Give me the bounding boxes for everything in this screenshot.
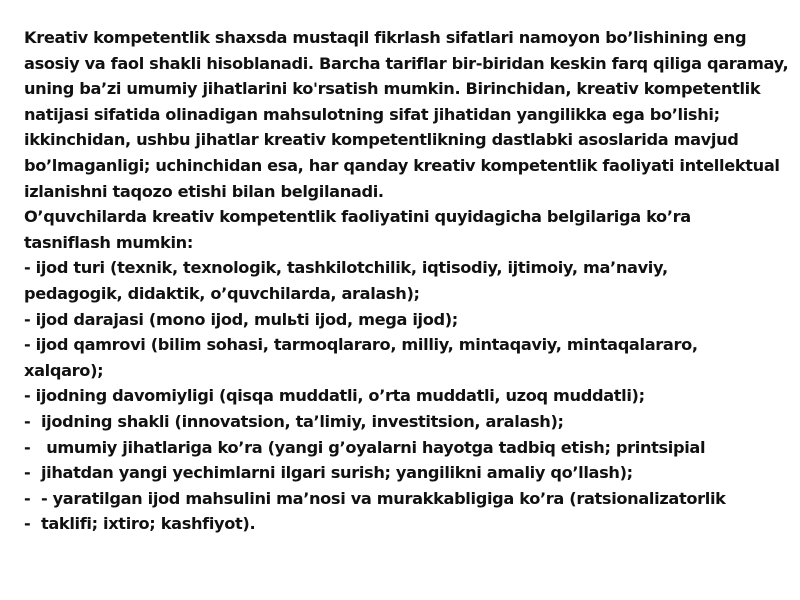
list-item: - ijod turi (texnik, texnologik, tashkilotchilik, iqtisodiy, ijtimoiy, ma’naviy, <box>24 258 668 278</box>
document-body <box>24 25 789 537</box>
text-line: izlanishni taqozo etishi bilan belgilanadi. <box>24 181 384 201</box>
text-line: asosiy va faol shakli hisoblanadi. Barcha tariflar bir-biridan keskin farq qiliga qaramay, <box>24 53 789 73</box>
list-item: - ijod qamrovi (bilim sohasi, tarmoqlararo, milliy, mintaqaviy, mintaqalararo, <box>24 335 698 355</box>
list-item: - umumiy jihatlariga ko’ra (yangi g’oyalarni hayotga tadbiq etish; printsipial <box>24 437 706 457</box>
text-line: tasniflash mumkin: <box>24 232 193 252</box>
text-line: O’quvchilarda kreativ kompetentlik faoliyatini quyidagicha belgilariga ko’ra <box>24 207 691 227</box>
text-line: bo’lmaganligi; uchinchidan esa, har qanday kreativ kompetentlik faoliyati intellektual <box>24 155 780 175</box>
text-line: uning ba’zi umumiy jihatlarini ko'rsatish mumkin. Birinchidan, kreativ kompetentlik <box>24 79 761 99</box>
list-item: - ijodning shakli (innovatsion, ta’limiy, investitsion, aralash); <box>24 411 564 431</box>
list-item: - jihatdan yangi yechimlarni ilgari surish; yangilikni amaliy qo’llash); <box>24 463 633 483</box>
text-line: ikkinchidan, ushbu jihatlar kreativ kompetentlikning dastlabki asoslarida mavjud <box>24 130 739 150</box>
text-line: natijasi sifatida olinadigan mahsulotning sifat jihatidan yangilikka ega bo’lishi; <box>24 104 720 124</box>
list-item: - ijodning davomiyligi (qisqa muddatli, o’rta muddatli, uzoq muddatli); <box>24 386 645 406</box>
list-item: - ijod darajasi (mono ijod, mulьti ijod, mega ijod); <box>24 309 458 329</box>
list-item: - taklifi; ixtiro; kashfiyot). <box>24 514 256 534</box>
text-line: Kreativ kompetentlik shaxsda mustaqil fikrlash sifatlari namoyon bo’lishining eng <box>24 28 747 47</box>
list-item: xalqaro); <box>24 360 104 380</box>
list-item: - - yaratilgan ijod mahsulini ma’nosi va murakkabligiga ko’ra (ratsionalizatorlik <box>24 488 726 508</box>
list-item: pedagogik, didaktik, o’quvchilarda, aralash); <box>24 283 420 303</box>
